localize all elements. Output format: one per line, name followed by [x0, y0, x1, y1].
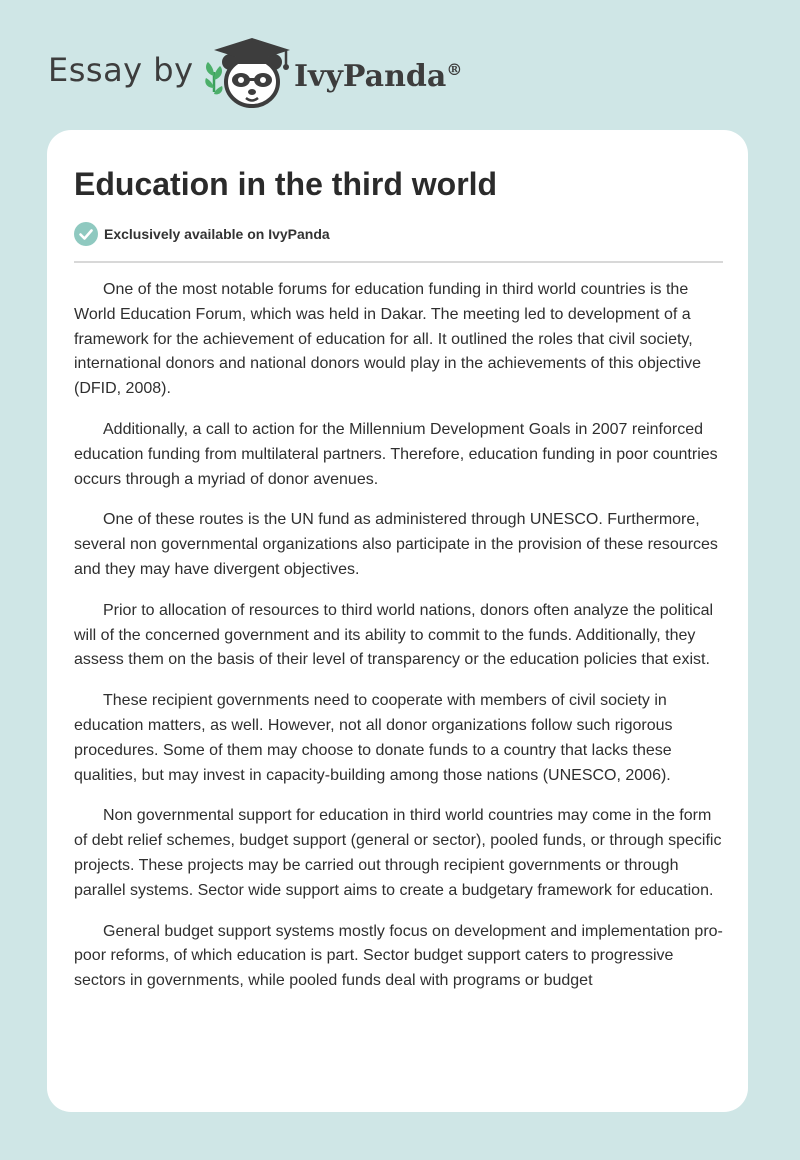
article-body	[74, 278, 724, 1010]
exclusive-badge	[74, 222, 330, 246]
paragraph: One of these routes is the UN fund as administered through UNESCO. Furthermore, several non governmental organizations also participate in the provision of these resources and they may have divergent objectives.	[74, 511, 718, 578]
brand-logo-text[interactable]	[294, 50, 462, 97]
panda-graduation-cap-icon[interactable]	[200, 32, 296, 112]
site-header	[0, 0, 800, 120]
check-circle-icon	[74, 222, 98, 246]
paragraph: Non governmental support for education in third world countries may come in the form of debt relief schemes, budget support (general or sector), pooled funds, or through specific projects. These projects may be carried out through recipient governments or through parallel systems. Sector wide support aims to create a budgetary framework for education.	[74, 807, 722, 899]
essay-by-label: Essay by	[48, 51, 194, 89]
paragraph: General budget support systems mostly focus on development and implementation pro-poor reforms, of which education is part. Sector budget support caters to progressive sectors in governments, while pooled funds deal with programs or budget	[74, 922, 723, 990]
paragraph: One of the most notable forums for education funding in third world countries is the World Education Forum, which was held in Dakar. The meeting led to development of a framework for the achievement of education for all. It outlined the roles that civil society, international donors and national donors would play in the achievements of this objective (DFID, 2008).	[74, 281, 702, 398]
paragraph: Additionally, a call to action for the Millennium Development Goals in 2007 reinforced education funding from multilateral partners. Therefore, education funding in poor countries occurs through a myriad of donor avenues.	[74, 420, 718, 488]
registered-mark: ®	[446, 60, 463, 79]
page-title: Education in the third world	[74, 166, 498, 202]
title-divider	[74, 261, 723, 263]
paragraph: Prior to allocation of resources to third world nations, donors often analyze the political will of the concerned government and its ability to commit to the funds. Additionally, they assess them on the basis of their level of transparency or the education policies that exist.	[74, 601, 714, 669]
exclusive-badge-label: Exclusively available on IvyPanda	[104, 226, 330, 242]
article-card	[47, 130, 748, 1112]
paragraph: These recipient governments need to cooperate with members of civil society in education matters, as well. However, not all donor organizations follow such rigorous procedures. Some of them may choose to donate funds to a country that lacks these qualities, but may invest in capacity-building among those nations (UNESCO, 2006).	[74, 692, 673, 784]
brand-name-text: IvyPanda	[294, 59, 447, 94]
